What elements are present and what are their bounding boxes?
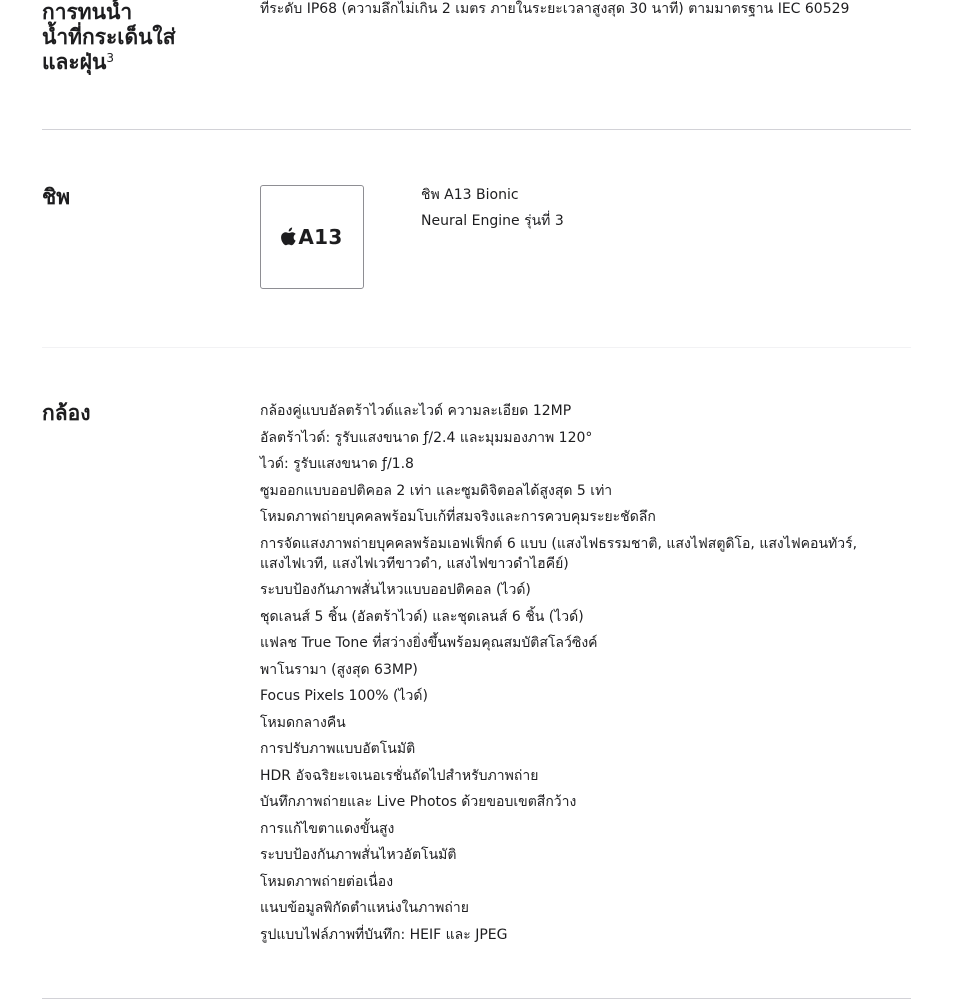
section-divider (42, 347, 911, 348)
chip-title: ชิพ (42, 185, 71, 209)
camera-feature: การแก้ไขตาแดงขั้นสูง (260, 820, 395, 837)
camera-feature-line: การจัดแสงภาพถ่ายบุคคลพร้อมเอฟเฟ็กต์ 6 แบบ (แสงไฟธรรมชาติ, แสงไฟสตูดิโอ, แสงไฟคอนทัวร์, (260, 535, 858, 552)
camera-feature: บันทึกภาพถ่ายและ Live Photos ด้วยขอบเขตสีกว้าง (260, 794, 577, 810)
water-resistance-title (42, 0, 176, 75)
water-title-line-3-text: และฝุ่น (42, 50, 107, 74)
camera-feature-list (260, 401, 857, 951)
camera-feature-continuation: แสงไฟเวที, แสงไฟเวทีขาวดำ, แสงไฟขาวดำไฮคีย์) (260, 555, 569, 572)
water-resistance-spec: ที่ระดับ IP68 (ความลึกไม่เกิน 2 เมตร ภายในระยะเวลาสูงสุด 30 นาที) ตามมาตรฐาน IEC 60529 (260, 1, 850, 17)
apple-logo-icon (281, 227, 297, 246)
chip-logo (281, 225, 342, 249)
water-title-line-3 (42, 50, 176, 75)
camera-feature: ไวด์: รูรับแสงขนาด ƒ/1.8 (260, 456, 414, 472)
camera-feature: แฟลช True Tone ที่สว่างยิ่งขึ้นพร้อมคุณสมบัติสโลว์ซิงค์ (260, 635, 598, 651)
chip-spec-2: Neural Engine รุ่นที่ 3 (421, 213, 564, 229)
camera-feature: HDR อัจฉริยะเจเนอเรชั่นถัดไปสำหรับภาพถ่าย (260, 767, 539, 784)
camera-feature: ชุดเลนส์ 5 ชิ้น (อัลตร้าไวด์) และชุดเลนส์ 6 ชิ้น (ไวด์) (260, 608, 584, 625)
camera-feature: ระบบป้องกันภาพสั่นไหวแบบออปติคอล (ไวด์) (260, 582, 531, 598)
camera-feature: โหมดกลางคืน (260, 714, 346, 731)
camera-feature: อัลตร้าไวด์: รูรับแสงขนาด ƒ/2.4 และมุมมองภาพ 120° (260, 429, 593, 446)
camera-feature: พาโนรามา (สูงสุด 63MP) (260, 661, 418, 678)
section-divider (42, 998, 911, 999)
camera-feature: การปรับภาพแบบอัตโนมัติ (260, 741, 416, 757)
chip-spec-1: ชิพ A13 Bionic (421, 187, 519, 203)
camera-feature: โหมดภาพถ่ายบุคคลพร้อมโบเก้ที่สมจริงและการควบคุมระยะชัดลึก (260, 509, 656, 525)
camera-feature: Focus Pixels 100% (ไวด์) (260, 688, 428, 704)
camera-feature: ซูมออกแบบออปติคอล 2 เท่า และซูมดิจิตอลได้สูงสุด 5 เท่า (260, 482, 613, 499)
camera-feature: โหมดภาพถ่ายต่อเนื่อง (260, 873, 394, 890)
water-title-line-2: น้ำที่กระเด็นใส่ (42, 25, 176, 49)
camera-feature: กล้องคู่แบบอัลตร้าไวด์และไวด์ ความละเอียด 12MP (260, 403, 572, 419)
camera-feature: แนบข้อมูลพิกัดตำแหน่งในภาพถ่าย (260, 900, 469, 916)
chip-name: A13 (298, 225, 343, 249)
camera-feature: รูปแบบไฟล์ภาพที่บันทึก: HEIF และ JPEG (260, 926, 508, 943)
section-divider (42, 129, 911, 130)
camera-title: กล้อง (42, 401, 91, 425)
camera-feature (260, 534, 857, 574)
water-title-line-1: การทนน้ำ (42, 0, 133, 24)
footnote-marker: 3 (106, 51, 114, 65)
chip-image (260, 185, 364, 289)
camera-feature: ระบบป้องกันภาพสั่นไหวอัตโนมัติ (260, 847, 457, 863)
